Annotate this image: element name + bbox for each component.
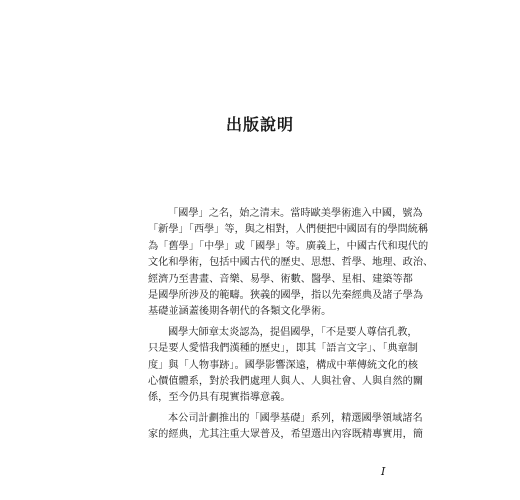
text-line: 心價值體系，對於我們處理人與人、人與社會、人與自然的關 [148,375,424,387]
text-line: 本公司計劃推出的「國學基礎」系列，精選國學領域諸名 [168,412,423,424]
text-line: 「國學」之名，始之清末。當時歐美學術進入中國，號為 [168,208,423,219]
text-line: 家的經典，尤其注重大眾普及，希望選出內容既精專實用，簡 [148,429,424,441]
page-title: 出版說明 [225,115,294,134]
text-line: 文化和學術，包括中國古代的歷史、思想、哲學、地理、政治、 [148,257,434,269]
text-line: 國學大師章太炎認為，提倡國學，「不是要人尊信孔教， [168,326,418,338]
text-line: 為「舊學」「中學」或「國學」等。廣義上，中國古代和現代的 [148,240,429,252]
text-line: 度」與「人物事跡」。國學影響深遠，構成中華傳統文化的核 [148,359,418,371]
text-line: 只是要人愛惜我們漢種的歷史」，即其「語言文字」、「典章制 [148,343,418,355]
text-line: 是國學所涉及的範疇。狹義的國學，指以先秦經典及諸子學為 [148,289,424,301]
paragraph-3 [148,411,424,444]
paragraph-2 [148,325,424,407]
text-line: 係，至今仍具有現實指導意義。 [148,392,291,404]
text-line: 「新學」「西學」等，與之相對，人們便把中國固有的學問統稱 [148,224,429,236]
text-line: 經濟乃至書畫、音樂、易學、術數、醫學、星相、建築等都 [148,273,413,285]
body-text [148,206,434,447]
paragraph-1 [148,206,434,321]
text-line: 基礎並涵蓋後期各朝代的各類文化學術。 [148,306,332,318]
page-number: I [381,465,386,478]
